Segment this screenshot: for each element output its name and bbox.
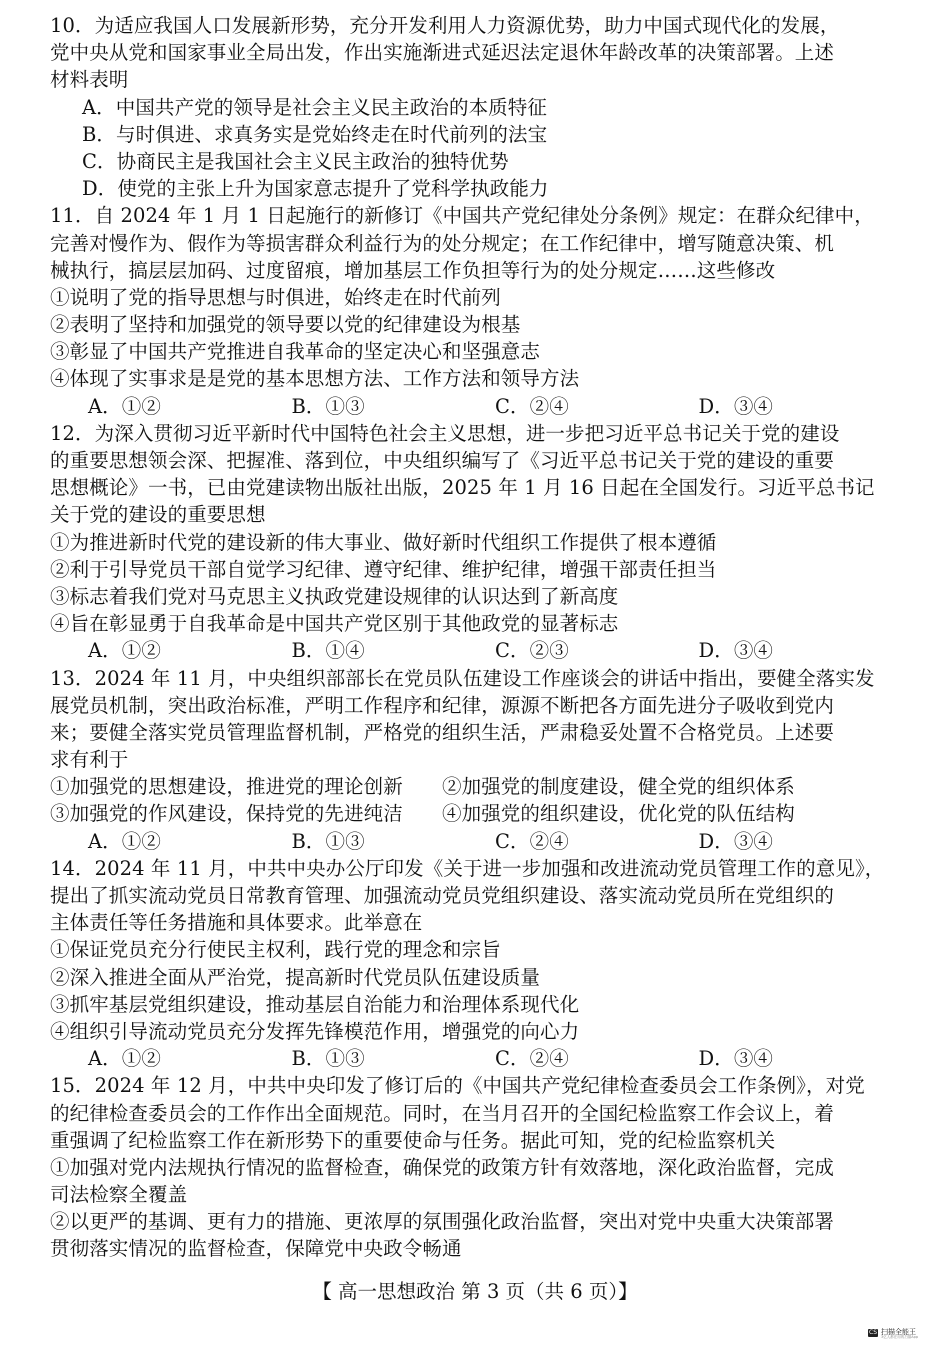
statement-line: ④组织引导流动党员充分发挥先锋模范作用，增强党的向心力 <box>50 1019 580 1043</box>
question-12 <box>50 420 902 665</box>
question-stem-line: 完善对慢作为、假作为等损害群众利益行为的处分规定；在工作纪律中，增写随意决策、机 <box>50 231 835 255</box>
answer-option: C．②④ <box>495 829 569 853</box>
answer-choice: D．使党的主张上升为国家意志提升了党科学执政能力 <box>82 177 549 201</box>
answer-choice: A．中国共产党的领导是社会主义民主政治的本质特征 <box>82 95 547 119</box>
question-stem-line: 来；要健全落实党员管理监督机制，严格党的组织生活，严肃稳妥处置不合格党员。上述要 <box>50 720 835 744</box>
statement-line: ③抓牢基层党组织建设，推动基层自治能力和治理体系现代化 <box>50 992 580 1016</box>
answer-option: D．③④ <box>698 1047 774 1071</box>
statement-line: 司法检察全覆盖 <box>50 1183 188 1207</box>
answer-option: B．①③ <box>291 829 365 853</box>
question-stem-line: 的重要思想领会深、把握准、落到位，中央组织编写了《习近平总书记关于党的建设的重要 <box>50 449 835 472</box>
watermark-title: 扫描全能王 <box>881 1328 916 1336</box>
answer-option: A．①② <box>88 1047 161 1071</box>
statement-line: ③加强党的作风建设，保持党的先进纯洁 ④加强党的组织建设，优化党的队伍结构 <box>50 802 795 826</box>
question-stem-line: 15．2024 年 12 月，中共中央印发了修订后的《中国共产党纪律检查委员会工作条例》，对党 <box>50 1074 865 1098</box>
statement-line: ②以更严的基调、更有力的措施、更浓厚的氛围强化政治监督，突出对党中央重大决策部署 <box>50 1210 835 1234</box>
answer-choice: B．与时俱进、求真务实是党始终走在时代前列的法宝 <box>82 122 548 146</box>
question-stem-line: 10．为适应我国人口发展新形势，充分开发利用人力资源优势，助力中国式现代化的发展， <box>50 14 840 37</box>
question-stem-line: 提出了抓实流动党员日常教育管理、加强流动党员党组织建设、落实流动党员所在党组织的 <box>50 884 835 907</box>
question-15 <box>50 1072 902 1262</box>
statement-line: ③标志着我们党对马克思主义执政党建设规律的认识达到了新高度 <box>50 584 619 608</box>
question-14 <box>50 855 902 1073</box>
question-stem-line: 的纪律检查委员会的工作作出全面规范。同时，在当月召开的全国纪检监察工作会议上，着 <box>50 1101 835 1125</box>
statement-line: ③彰显了中国共产党推进自我革命的坚定决心和坚强意志 <box>50 340 541 364</box>
question-stem-line: 主体责任等任务措施和具体要求。此举意在 <box>50 911 423 935</box>
page-footer: 【 高一思想政治 第 3 页（共 6 页）】 <box>312 1280 638 1303</box>
answer-option: D．③④ <box>698 639 774 663</box>
question-stem-line: 求有利于 <box>50 748 129 772</box>
question-stem-line: 12．为深入贯彻习近平新时代中国特色社会主义思想，进一步把习近平总书记关于党的建设 <box>50 421 840 445</box>
statement-line: ②利于引导党员干部自觉学习纪律、遵守纪律、维护纪律，增强干部责任担当 <box>50 557 717 581</box>
answer-option: B．①④ <box>291 639 365 663</box>
statement-line: ②深入推进全面从严治党，提高新时代党员队伍建设质量 <box>50 965 541 989</box>
question-stem-line: 展党员机制，突出政治标准，严明工作程序和纪律，源源不断把各方面先进分子吸收到党内 <box>50 693 835 717</box>
question-stem-line: 党中央从党和国家事业全局出发，作出实施渐进式延迟法定退休年龄改革的决策部署。上述 <box>50 41 835 65</box>
statement-line: ④体现了实事求是是党的基本思想方法、工作方法和领导方法 <box>50 367 580 391</box>
answer-option: A．①② <box>88 394 161 418</box>
answer-options-row <box>50 1045 902 1072</box>
watermark-subtitle: 3亿人都在用的扫描App <box>881 1335 919 1339</box>
answer-option: C．②④ <box>495 394 569 418</box>
answer-option: B．①③ <box>291 394 365 418</box>
scanner-watermark <box>868 1329 918 1340</box>
exam-page <box>50 12 902 1263</box>
answer-option: B．①③ <box>291 1047 365 1071</box>
question-stem-line: 13．2024 年 11 月，中央组织部部长在党员队伍建设工作座谈会的讲话中指出，要健全落实发 <box>50 666 875 690</box>
statement-line: ④旨在彰显勇于自我革命是中国共产党区别于其他政党的显著标志 <box>50 612 619 636</box>
question-10 <box>50 12 902 202</box>
statement-line: 贯彻落实情况的监督检查，保障党中央政令畅通 <box>50 1237 462 1261</box>
statement-line: ①加强党的思想建设，推进党的理论创新 ②加强党的制度建设，健全党的组织体系 <box>50 775 795 799</box>
answer-choice: C．协商民主是我国社会主义民主政治的独特优势 <box>82 149 509 173</box>
question-stem-line: 11．自 2024 年 1 月 1 日起施行的新修订《中国共产党纪律处分条例》规定：在群众纪律中， <box>50 204 874 228</box>
statement-line: ①为推进新时代党的建设新的伟大事业、做好新时代组织工作提供了根本遵循 <box>50 530 717 554</box>
question-stem-line: 14．2024 年 11 月，中共中央办公厅印发《关于进一步加强和改进流动党员管理工作的意见》， <box>50 856 885 880</box>
answer-options-row <box>50 637 902 664</box>
answer-options-row <box>50 393 902 420</box>
statement-line: ①说明了党的指导思想与时俱进，始终走在时代前列 <box>50 285 501 309</box>
question-stem-line: 思想概论》一书，已由党建读物出版社出版，2025 年 1 月 16 日起在全国发行。习近平总书记 <box>50 476 875 500</box>
answer-option: C．②③ <box>495 639 569 663</box>
question-stem-line: 械执行，搞层层加码、过度留痕，增加基层工作负担等行为的处分规定……这些修改 <box>50 258 776 282</box>
answer-option: D．③④ <box>698 394 774 418</box>
question-stem-line: 重强调了纪检监察工作在新形势下的重要使命与任务。据此可知，党的纪检监察机关 <box>50 1128 776 1152</box>
answer-option: A．①② <box>88 829 161 853</box>
answer-option: A．①② <box>88 639 161 663</box>
question-11 <box>50 202 902 420</box>
answer-option: C．②④ <box>495 1047 569 1071</box>
statement-line: ①加强对党内法规执行情况的监督检查，确保党的政策方针有效落地，深化政治监督，完成 <box>50 1155 835 1179</box>
answer-option: D．③④ <box>698 829 774 853</box>
question-13 <box>50 665 902 855</box>
question-stem-line: 关于党的建设的重要思想 <box>50 503 266 527</box>
question-stem-line: 材料表明 <box>50 68 129 92</box>
statement-line: ②表明了坚持和加强党的领导要以党的纪律建设为根基 <box>50 313 521 337</box>
statement-line: ①保证党员充分行使民主权利，践行党的理念和宗旨 <box>50 938 501 962</box>
answer-options-row <box>50 828 902 855</box>
scanner-logo-icon: CS <box>869 1329 877 1336</box>
